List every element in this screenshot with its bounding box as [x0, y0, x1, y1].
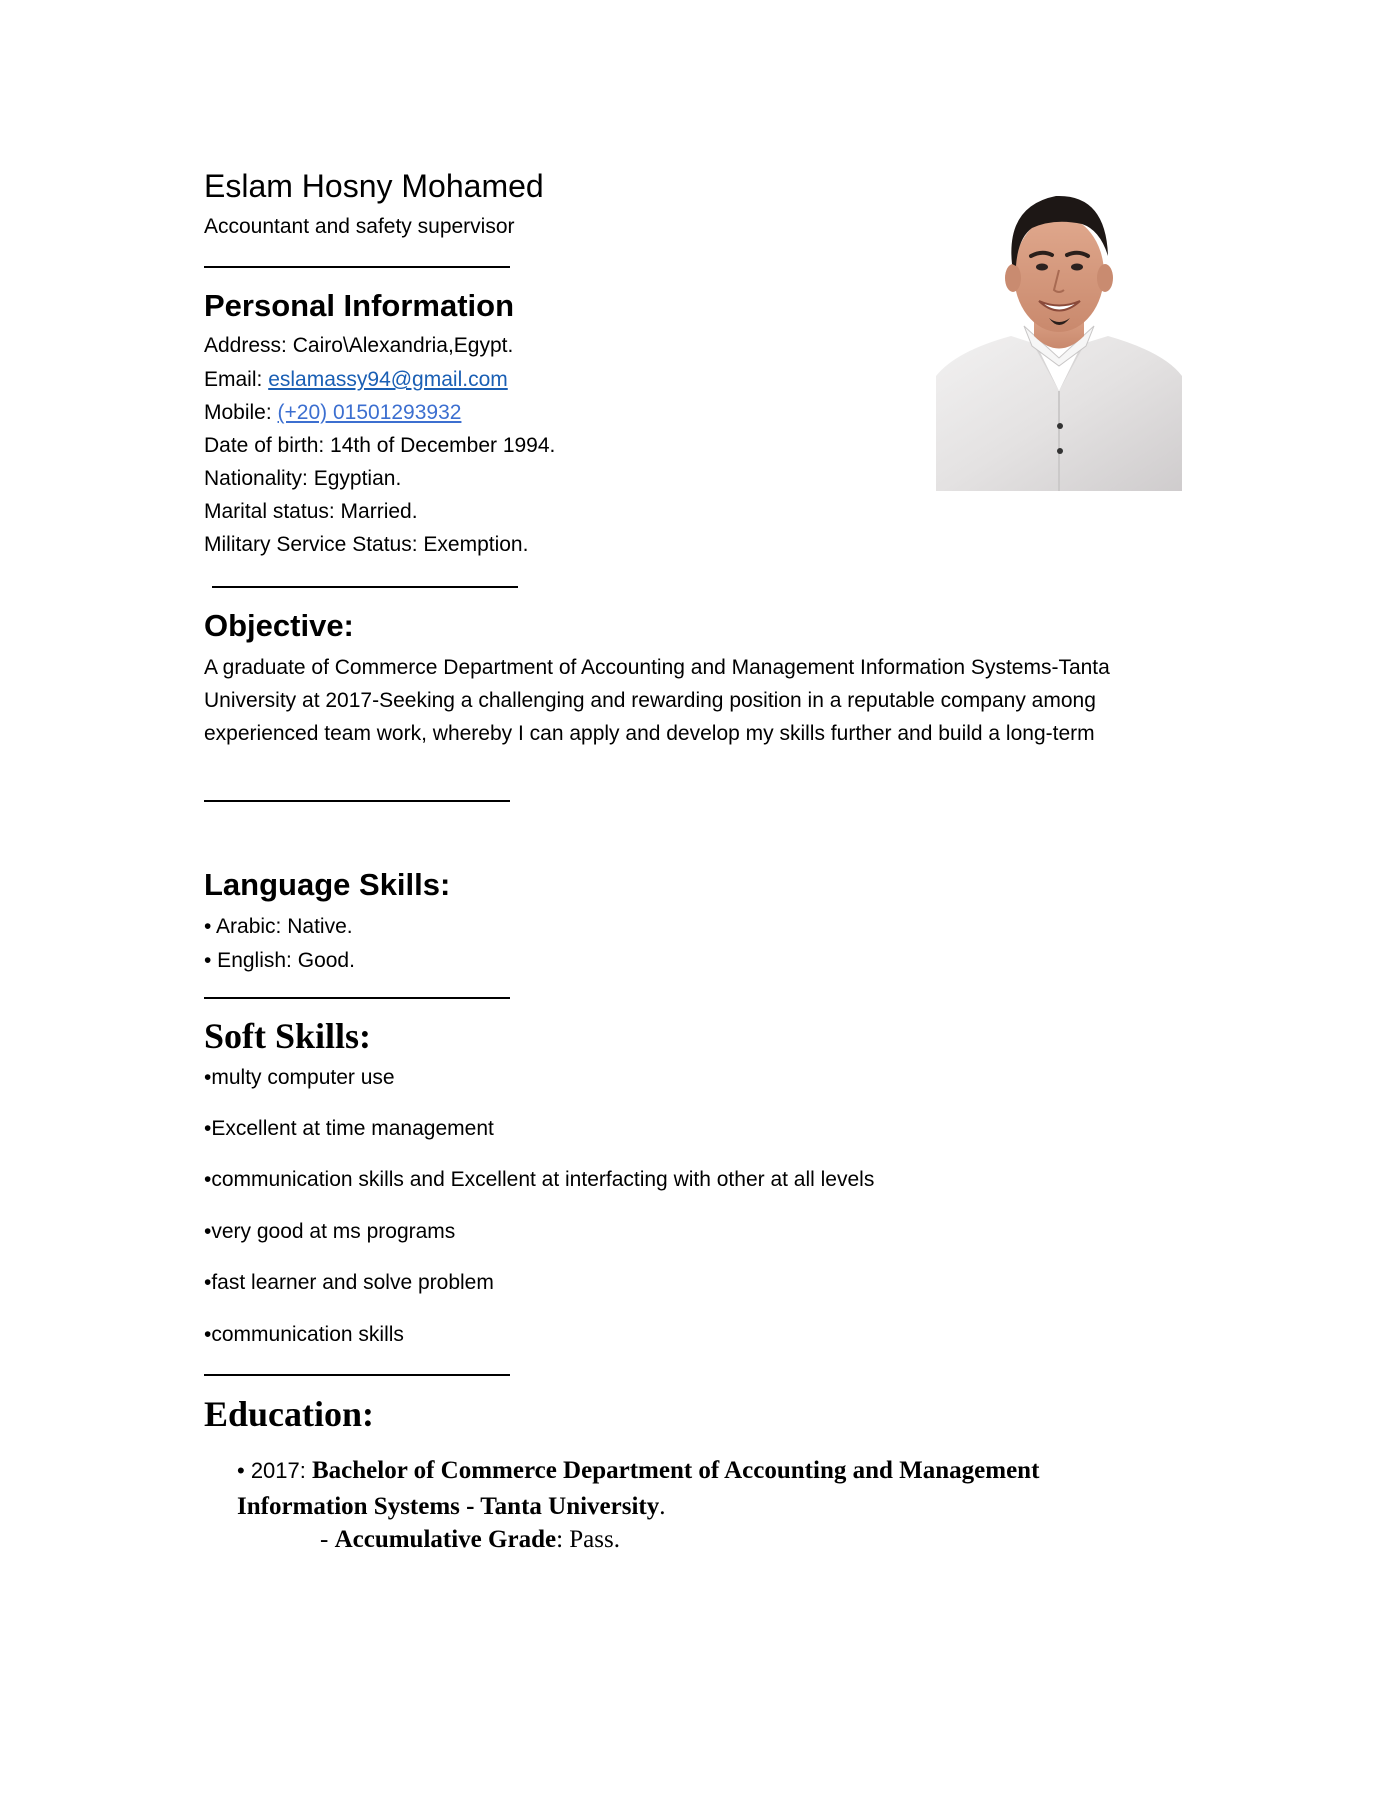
degree-end: .: [659, 1493, 666, 1520]
objective-text: A graduate of Commerce Department of Accounting and Management Information Systems-Tanta University at 2017-Seeking a challenging and rewarding position in a reputable company among experienced team work, whereby I can apply and develop my skills further and build a long-term: [204, 656, 1110, 745]
grade-label: Accumulative Grade: [334, 1526, 557, 1553]
candidate-tagline: Accountant and safety supervisor: [204, 215, 515, 238]
section-heading-education: Education:: [204, 1394, 375, 1434]
candidate-name: Eslam Hosny Mohamed: [204, 168, 544, 204]
email-link[interactable]: eslamassy94@gmail.com: [268, 368, 508, 391]
soft-skill-item: •communication skills and Excellent at interfacting with other at all levels: [204, 1168, 875, 1191]
soft-skill-item: •multy computer use: [204, 1066, 395, 1089]
mobile-line: [204, 399, 461, 427]
marital-line: Marital status: Married.: [204, 500, 418, 523]
nationality-line: Nationality: Egyptian.: [204, 467, 402, 490]
section-heading-languages: Language Skills:: [204, 867, 451, 902]
soft-skill-item: •Excellent at time management: [204, 1117, 494, 1140]
section-heading-objective: Objective:: [204, 608, 354, 643]
address-label: Address:: [204, 334, 293, 357]
profile-photo: [936, 186, 1182, 491]
divider: [204, 997, 510, 999]
language-item: • English: Good.: [204, 949, 355, 972]
mobile-label: Mobile:: [204, 401, 278, 424]
address-value: Cairo\Alexandria,Egypt.: [292, 334, 514, 357]
grade-prefix: -: [320, 1526, 335, 1553]
email-line: [204, 366, 508, 394]
degree-title: Bachelor of Commerce Department of Accounting and Management: [311, 1457, 1040, 1484]
language-item: • Arabic: Native.: [204, 915, 353, 938]
grade-value: : Pass.: [556, 1526, 620, 1553]
divider: [204, 800, 510, 802]
degree-institution: Information Systems - Tanta University: [237, 1493, 660, 1520]
soft-skill-item: •very good at ms programs: [204, 1220, 456, 1243]
education-line-2: [237, 1489, 666, 1525]
divider: [204, 266, 510, 268]
section-heading-personal: Personal Information: [204, 288, 515, 323]
soft-skill-item: •communication skills: [204, 1323, 404, 1346]
divider: [212, 586, 518, 588]
military-line: Military Service Status: Exemption.: [204, 533, 529, 556]
address-line: [204, 332, 513, 360]
education-bullet: • 2017:: [237, 1458, 312, 1483]
section-heading-soft-skills: Soft Skills:: [204, 1016, 372, 1056]
education-line-1: [237, 1453, 1039, 1489]
mobile-link[interactable]: (+20) 01501293932: [277, 401, 462, 424]
education-grade-line: [320, 1522, 620, 1558]
dob-line: Date of birth: 14th of December 1994.: [204, 434, 556, 457]
divider: [204, 1374, 510, 1376]
soft-skill-item: •fast learner and solve problem: [204, 1271, 494, 1294]
email-label: Email:: [204, 368, 269, 391]
